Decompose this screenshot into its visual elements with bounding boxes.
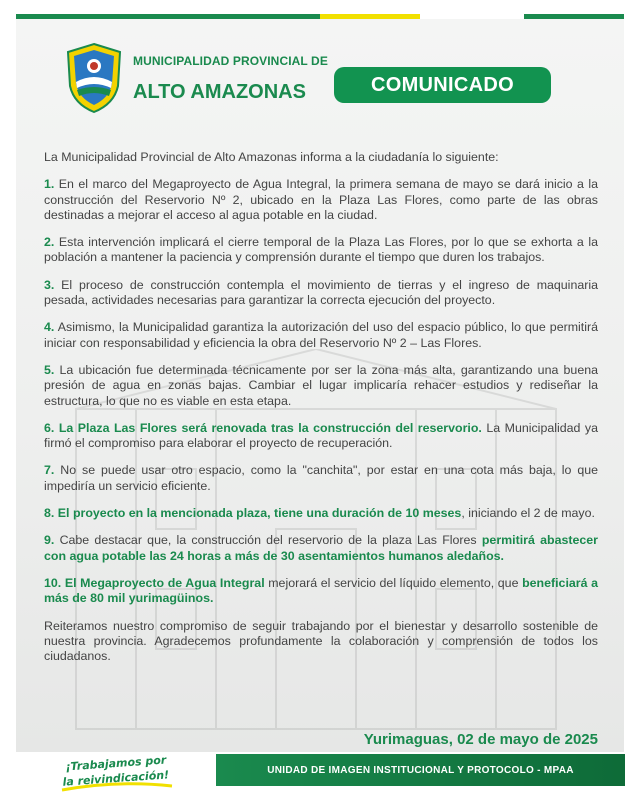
list-item — [44, 320, 598, 351]
item-number: 9. — [44, 533, 55, 548]
list-item — [44, 278, 598, 309]
item-text: Asimismo, la Municipalidad garantiza la autorización del uso del espacio público, lo que permitirá iniciar con responsabilidad y eficiencia la obra del Reservorio Nº 2 – Las Flores. — [44, 320, 598, 350]
org-name-line2: ALTO AMAZONAS — [133, 81, 306, 103]
issue-date: Yurimaguas, 02 de mayo de 2025 — [363, 731, 598, 748]
slogan-logo — [58, 750, 176, 794]
item-text: El proceso de construcción contempla el movimiento de tierras y el ingreso de maquinaria pesada, actividades necesarias para garantizar la correcta ejecución del proyecto. — [44, 277, 598, 308]
list-item — [44, 576, 598, 607]
footer-unit-text: UNIDAD DE IMAGEN INSTITUCIONAL Y PROTOCOLO - — [267, 764, 541, 776]
item-number: 7. — [44, 463, 55, 478]
item-number: 6. — [44, 420, 55, 435]
item-text: En el marco del Megaproyecto de Agua Integral, la primera semana de mayo se dará inicio a la construcción del Reservorio Nº 2, ubicado en la Plaza Las Flores, como parte de las obras destinadas a mejorar el acceso al agua potable en la ciudad. — [44, 177, 598, 222]
list-item — [44, 421, 598, 452]
item-number: 3. — [44, 277, 55, 292]
list-item — [44, 506, 598, 521]
item-number: 10. — [44, 575, 62, 590]
list-item — [44, 533, 598, 564]
item-number: 4. — [44, 320, 55, 335]
list-item — [44, 363, 598, 409]
item-number: 1. — [44, 177, 55, 192]
closing-paragraph: Reiteramos nuestro compromiso de seguir trabajando por el bienestar y desarrollo sostenible de nuestra provincia. Agradecemos profundamente la colaboración y comprensión de todos los ciudadanos. — [44, 618, 598, 664]
footer-unit-bar — [216, 754, 625, 786]
item-text: La ubicación fue determinada técnicamente por ser la zona más alta, garantizando una buena presión de agua en zonas bajas. Cambiar el lugar implicaría rehacer estudios y rediseñar la estructura, lo que no es viable en esta etapa. — [44, 362, 598, 408]
item-highlight: El Megaproyecto de Agua Integral — [64, 575, 265, 590]
comunicado-badge: COMUNICADO — [334, 67, 551, 103]
footer-unit-abbr: MPAA — [543, 764, 574, 776]
item-text: Cabe destacar que, la construcción del reservorio de la plaza Las Flores — [59, 533, 477, 548]
slogan-line1: ¡Trabajamos por — [65, 753, 167, 774]
item-number: 5. — [44, 362, 55, 377]
item-text: No se puede usar otro espacio, como la "canchita", por estar en una cota más baja, lo que impediría un servicio eficiente. — [44, 463, 598, 493]
item-number: 2. — [44, 235, 55, 250]
item-number: 8. — [44, 506, 55, 521]
item-highlight: permitirá abastecer con agua potable las 24 horas a más de 30 asentamientos humanos aledaños. — [44, 533, 598, 563]
item-highlight: El proyecto en la mencionada plaza, tiene una duración de 10 meses — [57, 506, 462, 521]
municipal-seal-icon — [64, 42, 124, 114]
item-text: , iniciando el 2 de mayo. — [461, 506, 595, 521]
item-text: mejorará el servicio del líquido elemento, que — [268, 575, 519, 590]
org-name-line1: MUNICIPALIDAD PROVINCIAL DE — [133, 54, 328, 68]
item-highlight: La Plaza Las Flores será renovada tras la construcción del reservorio. — [58, 420, 482, 435]
communique-body — [44, 150, 598, 676]
item-highlight: beneficiará a más de 80 mil yurimagüinos. — [44, 575, 598, 606]
list-item — [44, 235, 598, 266]
item-text: La Municipalidad ya firmó el compromiso para elaborar el proyecto de recuperación. — [44, 420, 598, 451]
list-item — [44, 177, 598, 223]
slogan-line2: la reivindicación! — [62, 768, 170, 789]
item-text: Esta intervención implicará el cierre temporal de la Plaza Las Flores, por lo que se exhorta a la población a mantener la paciencia y comprensión durante el tiempo que duren los trabajos. — [44, 235, 598, 265]
list-item — [44, 463, 598, 494]
intro-paragraph: La Municipalidad Provincial de Alto Amazonas informa a la ciudadanía lo siguiente: — [44, 150, 499, 164]
